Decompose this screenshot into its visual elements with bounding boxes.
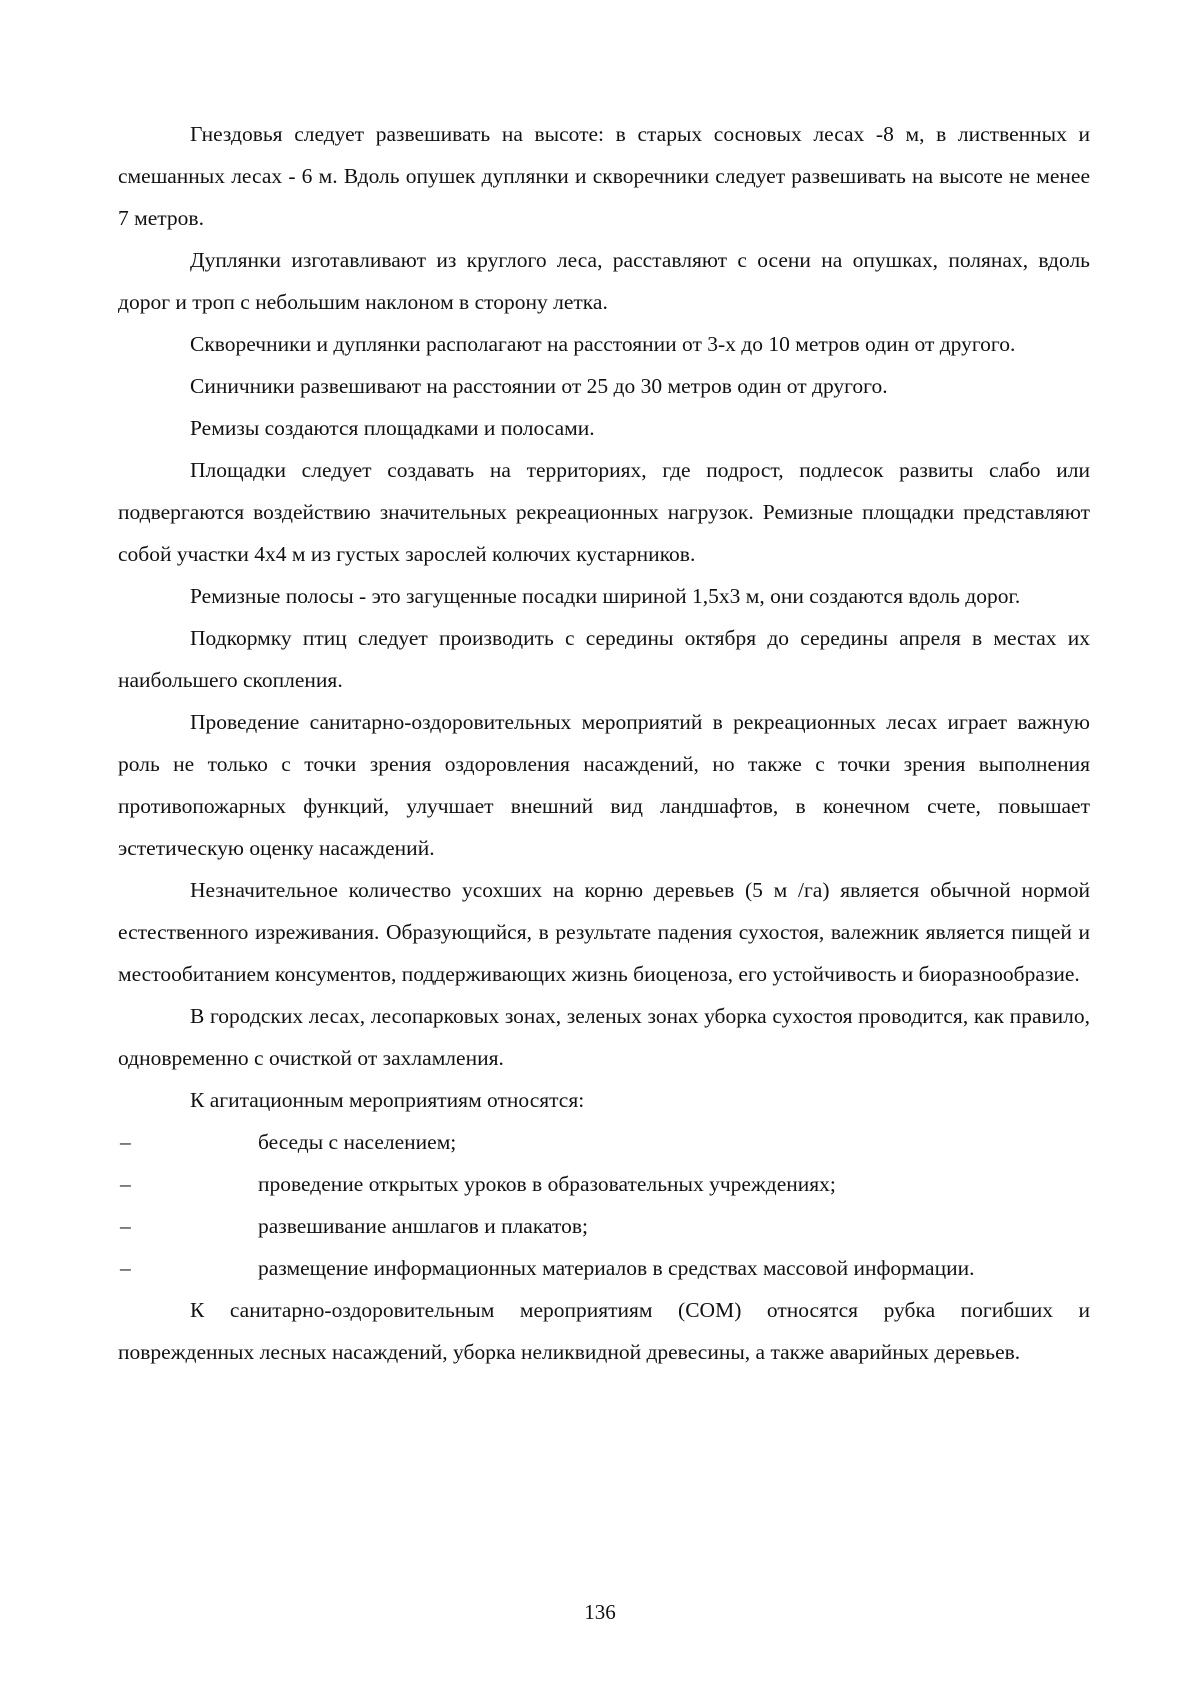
- paragraph: Гнездовья следует развешивать на высоте: в старых сосновых лесах -8 м, в лиственных и смешанных лесах - 6 м. Вдоль опушек дуплянки и скворечники следует развешивать на высоте не менее 7 метров.: [118, 122, 1090, 230]
- list-item-text: беседы с населением;: [258, 1130, 457, 1154]
- paragraph: Незначительное количество усохших на корню деревьев (5 м /га) является обычной нормой естественного изреживания. Образующийся, в результате падения сухостоя, валежник является пищей и местообитанием консументов, поддерживающих жизнь биоценоза, его устойчивость и биоразнообразие.: [118, 878, 1090, 986]
- list-item: [118, 1163, 1090, 1205]
- page-number: 136: [584, 1600, 616, 1624]
- paragraph: Ремизы создаются площадками и полосами.: [190, 416, 595, 440]
- paragraph: Дуплянки изготавливают из круглого леса, расставляют с осени на опушках, полянах, вдоль дорог и троп с небольшим наклоном в сторону летка.: [118, 248, 1090, 314]
- list-item: [118, 1247, 1090, 1289]
- paragraph: Ремизные полосы - это загущенные посадки шириной 1,5х3 м, они создаются вдоль дорог.: [190, 584, 1021, 608]
- list-item: [118, 1121, 1090, 1163]
- paragraph: Проведение санитарно-оздоровительных мероприятий в рекреационных лесах играет важную роль не только с точки зрения оздоровления насаждений, но также с точки зрения выполнения противопожарных функций, улучшает внешний вид ландшафтов, в конечном счете, повышает эстетическую оценку насаждений.: [118, 710, 1090, 860]
- list-item: [118, 1205, 1090, 1247]
- list-dash-marker: –: [120, 1130, 131, 1154]
- paragraph: В городских лесах, лесопарковых зонах, зеленых зонах уборка сухостоя проводится, как правило, одновременно с очисткой от захламления.: [118, 1004, 1090, 1070]
- bullet-list: [118, 1121, 1090, 1289]
- paragraph: К санитарно-оздоровительным мероприятиям (СОМ) относятся рубка погибших и поврежденных лесных насаждений, уборка неликвидной древесины, а также аварийных деревьев.: [118, 1298, 1090, 1364]
- paragraph: Подкормку птиц следует производить с середины октября до середины апреля в местах их наибольшего скопления.: [118, 626, 1090, 692]
- list-item-text: развешивание аншлагов и плакатов;: [258, 1214, 588, 1238]
- list-intro-paragraph: К агитационным мероприятиям относятся:: [190, 1088, 585, 1112]
- paragraph: Площадки следует создавать на территориях, где подрост, подлесок развиты слабо или подвергаются воздействию значительных рекреационных нагрузок. Ремизные площадки представляют собой участки 4х4 м из густых зарослей колючих кустарников.: [118, 458, 1090, 566]
- paragraph: Скворечники и дуплянки располагают на расстоянии от 3-х до 10 метров один от другого.: [190, 332, 1016, 356]
- list-item-text: проведение открытых уроков в образовательных учреждениях;: [258, 1172, 836, 1196]
- list-dash-marker: –: [120, 1214, 131, 1238]
- list-dash-marker: –: [120, 1256, 131, 1280]
- list-item-text: размещение информационных материалов в средствах массовой информации.: [258, 1256, 975, 1280]
- list-dash-marker: –: [120, 1172, 131, 1196]
- page-body: [118, 113, 1090, 1373]
- paragraph: Синичники развешивают на расстоянии от 25 до 30 метров один от другого.: [190, 374, 888, 398]
